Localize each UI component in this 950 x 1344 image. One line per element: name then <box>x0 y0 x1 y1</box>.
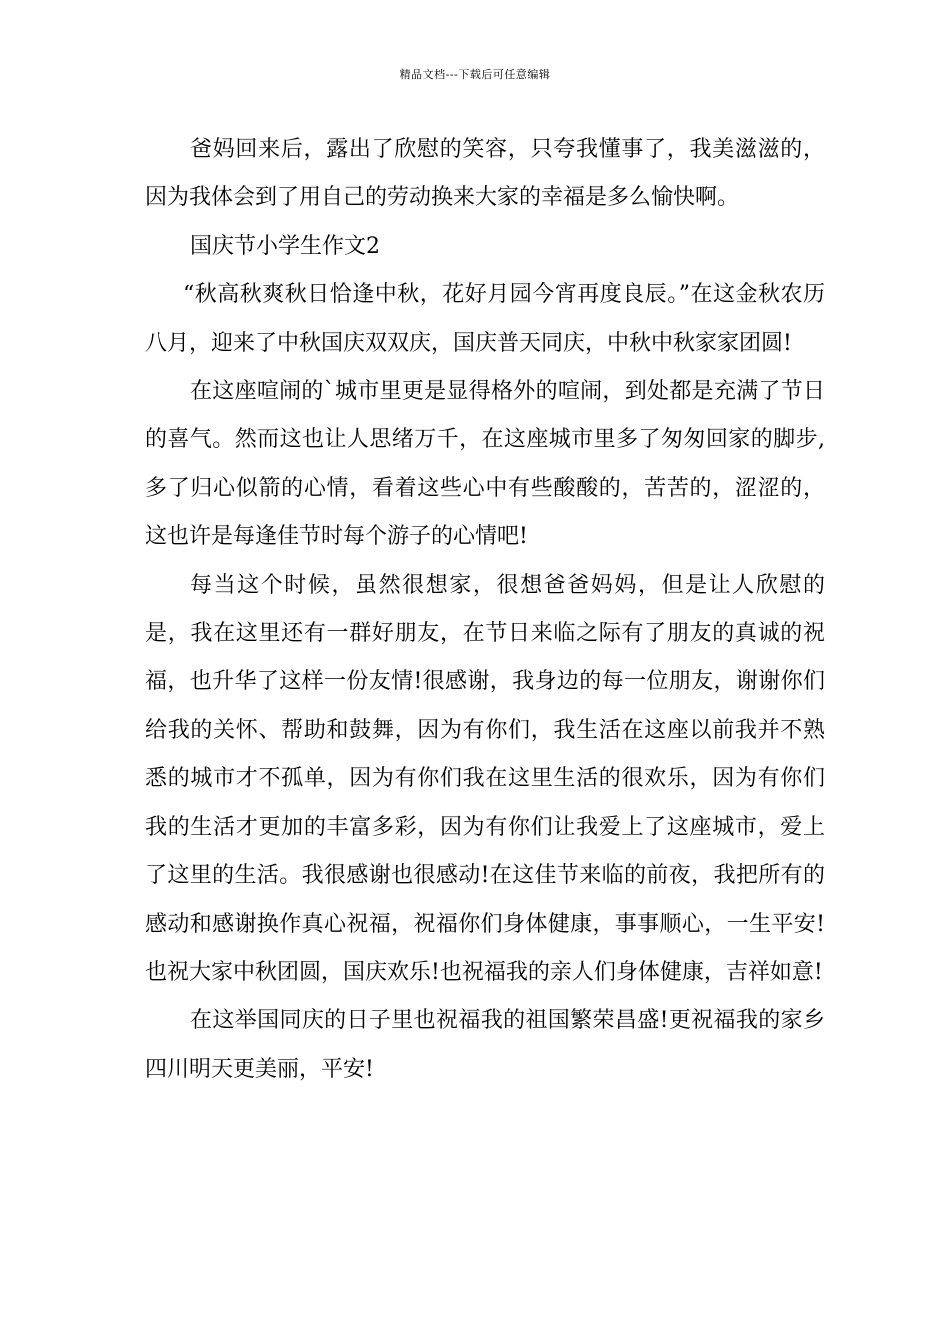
essay-title: 国庆节小学生作文2 <box>190 233 380 259</box>
paragraph-mid-autumn-poem: “秋高秋爽秋日恰逢中秋，花好月园今宵再度良辰。”在这金秋农历八月，迎来了中秋国庆双双庆，国庆普天同庆，中秋中秋家家团圆! <box>145 282 825 356</box>
paragraph-friends-thanks: 每当这个时候，虽然很想家，很想爸爸妈妈，但是让人欣慰的是，我在这里还有一群好朋友，在节日来临之际有了朋友的真诚的祝福，也升华了这样一份友情!很感谢，我身边的每一位朋友，谢谢你们给我的关怀、帮助和鼓舞，因为有你们，我生活在这座以前我并不熟悉的城市才不孤单，因为有你们我在这里生活的很欢乐，因为有你们我的生活才更加的丰富多彩，因为有你们让我爱上了这座城市，爱上了这里的生活。我很感谢也很感动!在这佳节来临的前夜，我把所有的感动和感谢换作真心祝福，祝福你们身体健康，事事顺心，一生平安!也祝大家中秋团圆，国庆欢乐!也祝福我的亲人们身体健康，吉祥如意! <box>145 572 825 985</box>
document-body <box>145 126 825 1094</box>
page-header: 精品文档---下载后可任意编辑 <box>399 68 551 81</box>
paragraph-parents-return: 爸妈回来后，露出了欣慰的笑容，只夸我懂事了，我美滋滋的，因为我体会到了用自己的劳动换来大家的幸福是多么愉快啊。 <box>145 137 825 211</box>
paragraph-motherland-wishes: 在这举国同庆的日子里也祝福我的祖国繁荣昌盛!更祝福我的家乡四川明天更美丽，平安! <box>145 1008 825 1082</box>
paragraph-city-festival: 在这座喧闹的`城市里更是显得格外的喧闹，到处都是充满了节日的喜气。然而这也让人思绪万千，在这座城市里多了匆匆回家的脚步,多了归心似箭的心情，看着这些心中有些酸酸的，苦苦的，涩涩的，这也许是每逢佳节时每个游子的心情吧! <box>145 379 825 550</box>
